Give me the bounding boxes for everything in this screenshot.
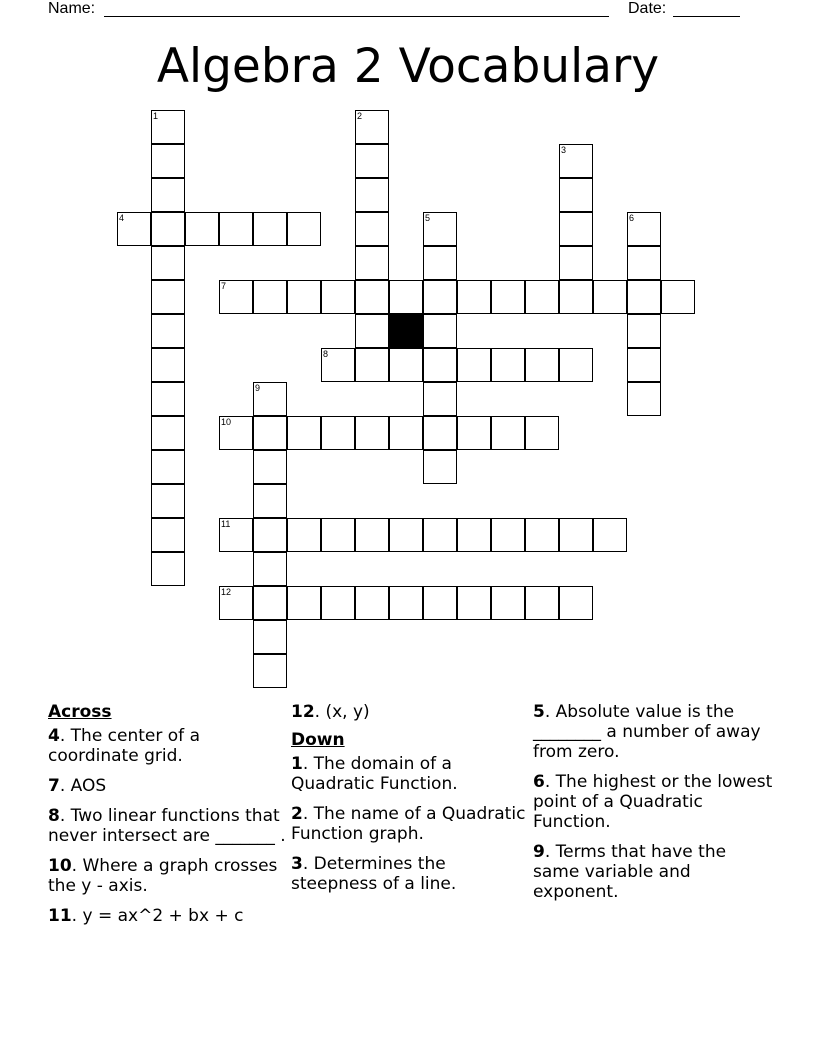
crossword-cell[interactable] [389, 280, 423, 314]
crossword-cell[interactable] [117, 212, 151, 246]
black-cell [389, 314, 423, 348]
crossword-cell[interactable] [151, 314, 185, 348]
clue-item: 10. Where a graph crosses the y - axis. [48, 856, 278, 896]
clue-number-label: 9 [533, 842, 545, 862]
crossword-cell[interactable] [219, 416, 253, 450]
crossword-cell[interactable] [287, 586, 321, 620]
crossword-cell[interactable] [287, 518, 321, 552]
clue-number: 12 [221, 587, 232, 597]
clue-number-label: 5 [533, 702, 545, 722]
clue-item: 12. (x, y) [291, 702, 370, 722]
crossword-cell[interactable] [525, 518, 559, 552]
crossword-cell[interactable] [423, 314, 457, 348]
across-heading: Across [48, 702, 112, 722]
clue-text: The highest or the lowest point of a Quadratic Function. [533, 772, 773, 832]
clue-item: 6. The highest or the lowest point of a Quadratic Function. [533, 772, 773, 832]
crossword-cell[interactable] [491, 416, 525, 450]
crossword-cell[interactable] [423, 382, 457, 416]
crossword-cell[interactable] [627, 212, 661, 246]
clue-text: Where a graph crosses the y - axis. [48, 856, 278, 896]
crossword-cell[interactable] [525, 280, 559, 314]
crossword-cell[interactable] [253, 586, 287, 620]
clue-item: 3. Determines the steepness of a line. [291, 854, 457, 894]
crossword-cell[interactable] [355, 212, 389, 246]
crossword-cell[interactable] [151, 518, 185, 552]
clue-item: 1. The domain of a Quadratic Function. [291, 754, 458, 794]
clue-number-label: 7 [48, 776, 60, 796]
crossword-cell[interactable] [151, 246, 185, 280]
page-title: Algebra 2 Vocabulary [156, 39, 660, 94]
clue-number-label: 6 [533, 772, 545, 792]
crossword-cell[interactable] [253, 382, 287, 416]
crossword-cell[interactable] [151, 450, 185, 484]
crossword-cell[interactable] [321, 280, 355, 314]
date-label: Date: [628, 0, 667, 17]
clue-text: Absolute value is the ________ a number of away from zero. [533, 702, 761, 762]
clue-number-label: 11 [48, 906, 72, 926]
crossword-cell[interactable] [355, 348, 389, 382]
clue-number: 8 [323, 349, 329, 359]
crossword-cell[interactable] [287, 416, 321, 450]
crossword-cell[interactable] [151, 212, 185, 246]
clues-column-1 [48, 702, 288, 936]
crossword-cell[interactable] [151, 552, 185, 586]
down-clue-list-continued [533, 702, 773, 902]
crossword-cell[interactable] [389, 586, 423, 620]
crossword-cell[interactable] [525, 348, 559, 382]
down-clue-list [291, 754, 531, 894]
crossword-cell[interactable] [151, 280, 185, 314]
crossword-cell[interactable] [253, 450, 287, 484]
crossword-cell[interactable] [593, 280, 627, 314]
clue-item: 9. Terms that have the same variable and exponent. [533, 842, 727, 902]
crossword-cell[interactable] [457, 586, 491, 620]
crossword-cell[interactable] [321, 348, 355, 382]
crossword-cell[interactable] [355, 178, 389, 212]
clue-text: Determines the steepness of a line. [291, 854, 457, 894]
crossword-cell[interactable] [287, 280, 321, 314]
clue-item: 5. Absolute value is the ________ a number of away from zero. [533, 702, 761, 762]
crossword-cell[interactable] [389, 518, 423, 552]
crossword-cell[interactable] [491, 280, 525, 314]
crossword-cell[interactable] [151, 382, 185, 416]
clues-column-2 [291, 702, 531, 904]
crossword-cell[interactable] [253, 552, 287, 586]
crossword-cell[interactable] [423, 280, 457, 314]
across-clue-list [48, 726, 288, 926]
crossword-cell[interactable] [491, 586, 525, 620]
crossword-cell[interactable] [627, 314, 661, 348]
crossword-cell[interactable] [355, 518, 389, 552]
crossword-cell[interactable] [423, 416, 457, 450]
crossword-cell[interactable] [151, 178, 185, 212]
crossword-cell[interactable] [559, 178, 593, 212]
crossword-cell[interactable] [423, 450, 457, 484]
crossword-cell[interactable] [559, 280, 593, 314]
crossword-cell[interactable] [151, 348, 185, 382]
clue-number-label: 10 [48, 856, 72, 876]
clue-text: The domain of a Quadratic Function. [291, 754, 458, 794]
crossword-cell[interactable] [355, 280, 389, 314]
crossword-cell[interactable] [253, 280, 287, 314]
crossword-cell[interactable] [627, 246, 661, 280]
clue-number: 9 [255, 383, 261, 393]
crossword-cell[interactable] [559, 518, 593, 552]
clue-number-label: 3 [291, 854, 303, 874]
crossword-cell[interactable] [423, 212, 457, 246]
crossword-cell[interactable] [559, 144, 593, 178]
crossword-cell[interactable] [253, 620, 287, 654]
crossword-cell[interactable] [355, 586, 389, 620]
down-heading: Down [291, 730, 345, 750]
crossword-cell[interactable] [355, 144, 389, 178]
crossword-cell[interactable] [457, 280, 491, 314]
clue-number: 5 [425, 213, 431, 223]
crossword-cell[interactable] [559, 586, 593, 620]
crossword-cell[interactable] [457, 518, 491, 552]
crossword-cell[interactable] [627, 280, 661, 314]
clue-item: 4. The center of a coordinate grid. [48, 726, 200, 766]
clue-number: 4 [119, 213, 125, 223]
crossword-cell[interactable] [151, 144, 185, 178]
clue-number-label: 2 [291, 804, 303, 824]
crossword-cell[interactable] [457, 416, 491, 450]
crossword-cell[interactable] [423, 586, 457, 620]
clue-number-label: 4 [48, 726, 60, 746]
clue-text: The name of a Quadratic Function graph. [291, 804, 526, 844]
crossword-cell[interactable] [627, 382, 661, 416]
clue-number-label: 8 [48, 806, 60, 826]
crossword-cell[interactable] [219, 212, 253, 246]
crossword-cell[interactable] [185, 212, 219, 246]
crossword-cell[interactable] [253, 212, 287, 246]
clue-text: Terms that have the same variable and exponent. [533, 842, 727, 902]
crossword-cell[interactable] [423, 518, 457, 552]
crossword-cell[interactable] [219, 280, 253, 314]
crossword-cell[interactable] [525, 586, 559, 620]
crossword-cell[interactable] [151, 110, 185, 144]
crossword-cell[interactable] [321, 586, 355, 620]
crossword-cell[interactable] [321, 518, 355, 552]
crossword-cell[interactable] [559, 212, 593, 246]
clue-number: 2 [357, 111, 363, 121]
crossword-cell[interactable] [355, 314, 389, 348]
clue-text: (x, y) [325, 702, 370, 722]
crossword-cell[interactable] [491, 518, 525, 552]
crossword-cell[interactable] [661, 280, 695, 314]
crossword-cell[interactable] [253, 416, 287, 450]
clue-number: 1 [153, 111, 159, 121]
crossword-cell[interactable] [253, 484, 287, 518]
crossword-cell[interactable] [219, 518, 253, 552]
across-clue-list-continued [291, 702, 531, 722]
clue-number: 3 [561, 145, 567, 155]
clue-number: 11 [221, 519, 231, 529]
clue-number: 6 [629, 213, 635, 223]
clue-text: AOS [70, 776, 107, 796]
clue-text: y = ax^2 + bx + c [82, 906, 244, 926]
crossword-cell[interactable] [525, 416, 559, 450]
crossword-cell[interactable] [627, 348, 661, 382]
clue-number: 10 [221, 417, 232, 427]
crossword-cell[interactable] [423, 246, 457, 280]
crossword-cell[interactable] [389, 416, 423, 450]
clue-number-label: 12 [291, 702, 315, 722]
crossword-cell[interactable] [389, 348, 423, 382]
crossword-cell[interactable] [593, 518, 627, 552]
crossword-cell[interactable] [457, 348, 491, 382]
crossword-cell[interactable] [321, 416, 355, 450]
name-label: Name: [48, 0, 96, 17]
crossword-cell[interactable] [559, 246, 593, 280]
crossword-cell[interactable] [253, 654, 287, 688]
clue-text: The center of a coordinate grid. [48, 726, 200, 766]
crossword-cell[interactable] [151, 484, 185, 518]
clue-item: 2. The name of a Quadratic Function graph. [291, 804, 526, 844]
crossword-cell[interactable] [253, 518, 287, 552]
clue-number: 7 [221, 281, 227, 291]
crossword-cell[interactable] [151, 416, 185, 450]
clue-text: Two linear functions that never intersect are _______ . [48, 806, 286, 846]
crossword-cell[interactable] [219, 586, 253, 620]
clue-number-label: 1 [291, 754, 303, 774]
clue-item: 8. Two linear functions that never intersect are _______ . [48, 806, 286, 846]
crossword-cell[interactable] [287, 212, 321, 246]
clue-item: 7. AOS [48, 776, 107, 796]
crossword-cell[interactable] [355, 416, 389, 450]
crossword-cell[interactable] [423, 348, 457, 382]
crossword-cell[interactable] [355, 246, 389, 280]
clues-column-3 [533, 702, 773, 912]
crossword-cell[interactable] [559, 348, 593, 382]
clue-item: 11. y = ax^2 + bx + c [48, 906, 244, 926]
crossword-cell[interactable] [355, 110, 389, 144]
crossword-cell[interactable] [491, 348, 525, 382]
